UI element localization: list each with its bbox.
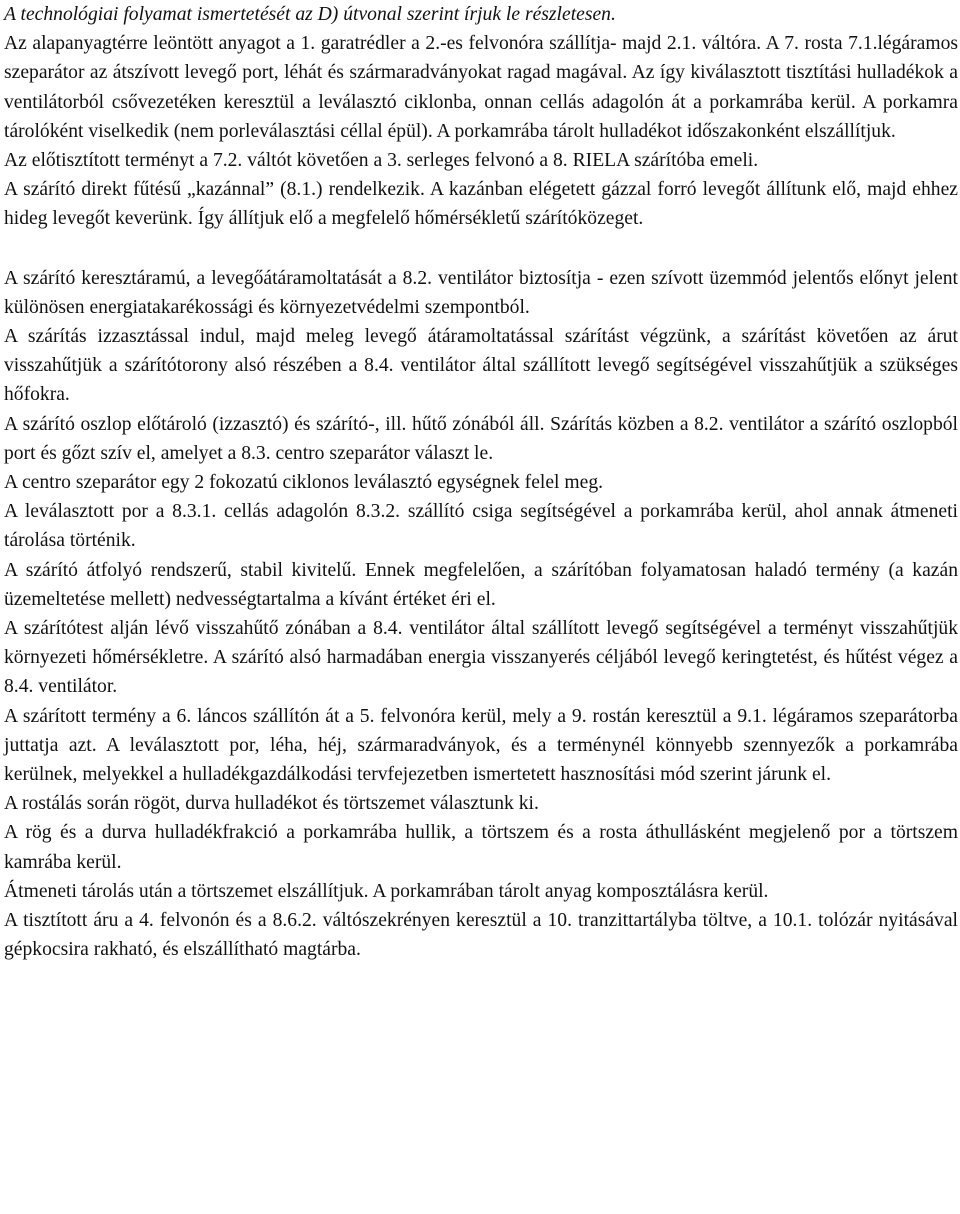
paragraph-cleaned-goods: A tisztított áru a 4. felvonón és a 8.6.2. váltószekrényen keresztül a 10. tranzittartályba töltve, a 10.1. tolózár nyitásával gépkocsira rakható, és elszállítható magtárba. <box>4 910 958 961</box>
paragraph-crossflow-dryer: A szárító keresztáramú, a levegőátáramoltatását a 8.2. ventilátor biztosítja - ezen szívott üzemmód jelentős előnyt jelent különösen energiatakarékossági és környezetvédelmi szempontból. <box>4 267 958 318</box>
paragraph-precleaned-grain: Az előtisztított terményt a 7.2. váltót követően a 3. serleges felvonó a 8. RIELA szárítóba emeli. <box>4 150 759 172</box>
paragraph-dryer-column: A szárító oszlop előtároló (izzasztó) és szárító-, ill. hűtő zónából áll. Szárítás közben a 8.2. ventilátor a szárító oszlopból port és gőzt szív el, amelyet a 8.3. centro szeparátor választ le. <box>4 413 958 464</box>
paragraph-raw-material-cleaning: Az alapanyagtérre leöntött anyagot a 1. garatrédler a 2.-es felvonóra szállítja- majd 2.1. váltóra. A 7. rosta 7.1.légáramos szeparátor az átszívott levegő port, léhát és szármaradványokat ragad magával. Az így kiválasztott tisztítási hulladékok a ventilátorból csővezetéken keresztül a leválasztó ciklonba, onnan cellás adagolón át a porkamrába kerül. A porkamra tárolóként viselkedik (nem porleválasztási céllal épül). A porkamrába tárolt hulladékot időszakonként elszállítjuk. <box>4 33 958 142</box>
paragraph-flow-through-dryer: A szárító átfolyó rendszerű, stabil kivitelű. Ennek megfelelően, a szárítóban folyamatosan haladó termény (a kazán üzemeltetése mellett) nedvességtartalma a kívánt értéket éri el. <box>4 559 958 610</box>
paragraph-cooling-zone: A szárítótest alján lévő visszahűtő zónában a 8.4. ventilátor által szállított levegő segítségével a terményt visszahűtjük környezeti hőmérsékletre. A szárító alsó harmadában energia visszanyerés céljából levegő keringtetést, és hűtést végez a 8.4. ventilátor. <box>4 618 958 698</box>
paragraph-dried-grain-transport: A szárított termény a 6. láncos szállítón át a 5. felvonóra kerül, mely a 9. rostán keresztül a 9.1. légáramos szeparátorba juttatja azt. A leválasztott por, léha, héj, szármaradványok, és a terménynél könnyebb szennyezők a porkamrába kerülnek, melyekkel a hulladékgazdálkodási tervfejezetben ismertetett hasznosítási mód szerint járunk el. <box>4 705 958 786</box>
paragraph-separated-dust: A leválasztott por a 8.3.1. cellás adagolón 8.3.2. szállító csiga segítségével a porkamrába kerül, ahol annak átmeneti tárolása történik. <box>4 501 958 552</box>
intro-line: A technológiai folyamat ismertetését az D) útvonal szerint írjuk le részletesen. <box>4 4 616 25</box>
paragraph-temporary-storage: Átmeneti tárolás után a törtszemet elszállítjuk. A porkamrában tárolt anyag komposztálásra kerül. <box>4 880 769 902</box>
paragraph-waste-fractions: A rög és a durva hulladékfrakció a porkamrába hullik, a törtszem és a rosta áthullásként megjelenő por a törtszem kamrába kerül. <box>4 822 958 873</box>
paragraph-dryer-heating: A szárító direkt fűtésű „kazánnal” (8.1.) rendelkezik. A kazánban elégetett gázzal forró levegőt állítunk elő, majd ehhez hideg levegőt keverünk. Így állítjuk elő a megfelelő hőmérsékletű szárítóközeget. <box>4 179 958 230</box>
paragraph-screening: A rostálás során rögöt, durva hulladékot és törtszemet választunk ki. <box>4 793 539 815</box>
paragraph-drying-process: A szárítás izzasztással indul, majd meleg levegő átáramoltatással szárítást végzünk, a szárítást követően az árut visszahűtjük a szárítótorony alsó részében a 8.4. ventilátor által szállított levegő segítségével visszahűtjük a szükséges hőfokra. <box>4 326 958 406</box>
paragraph-centro-separator: A centro szeparátor egy 2 fokozatú ciklonos leválasztó egységnek felel meg. <box>4 472 604 494</box>
